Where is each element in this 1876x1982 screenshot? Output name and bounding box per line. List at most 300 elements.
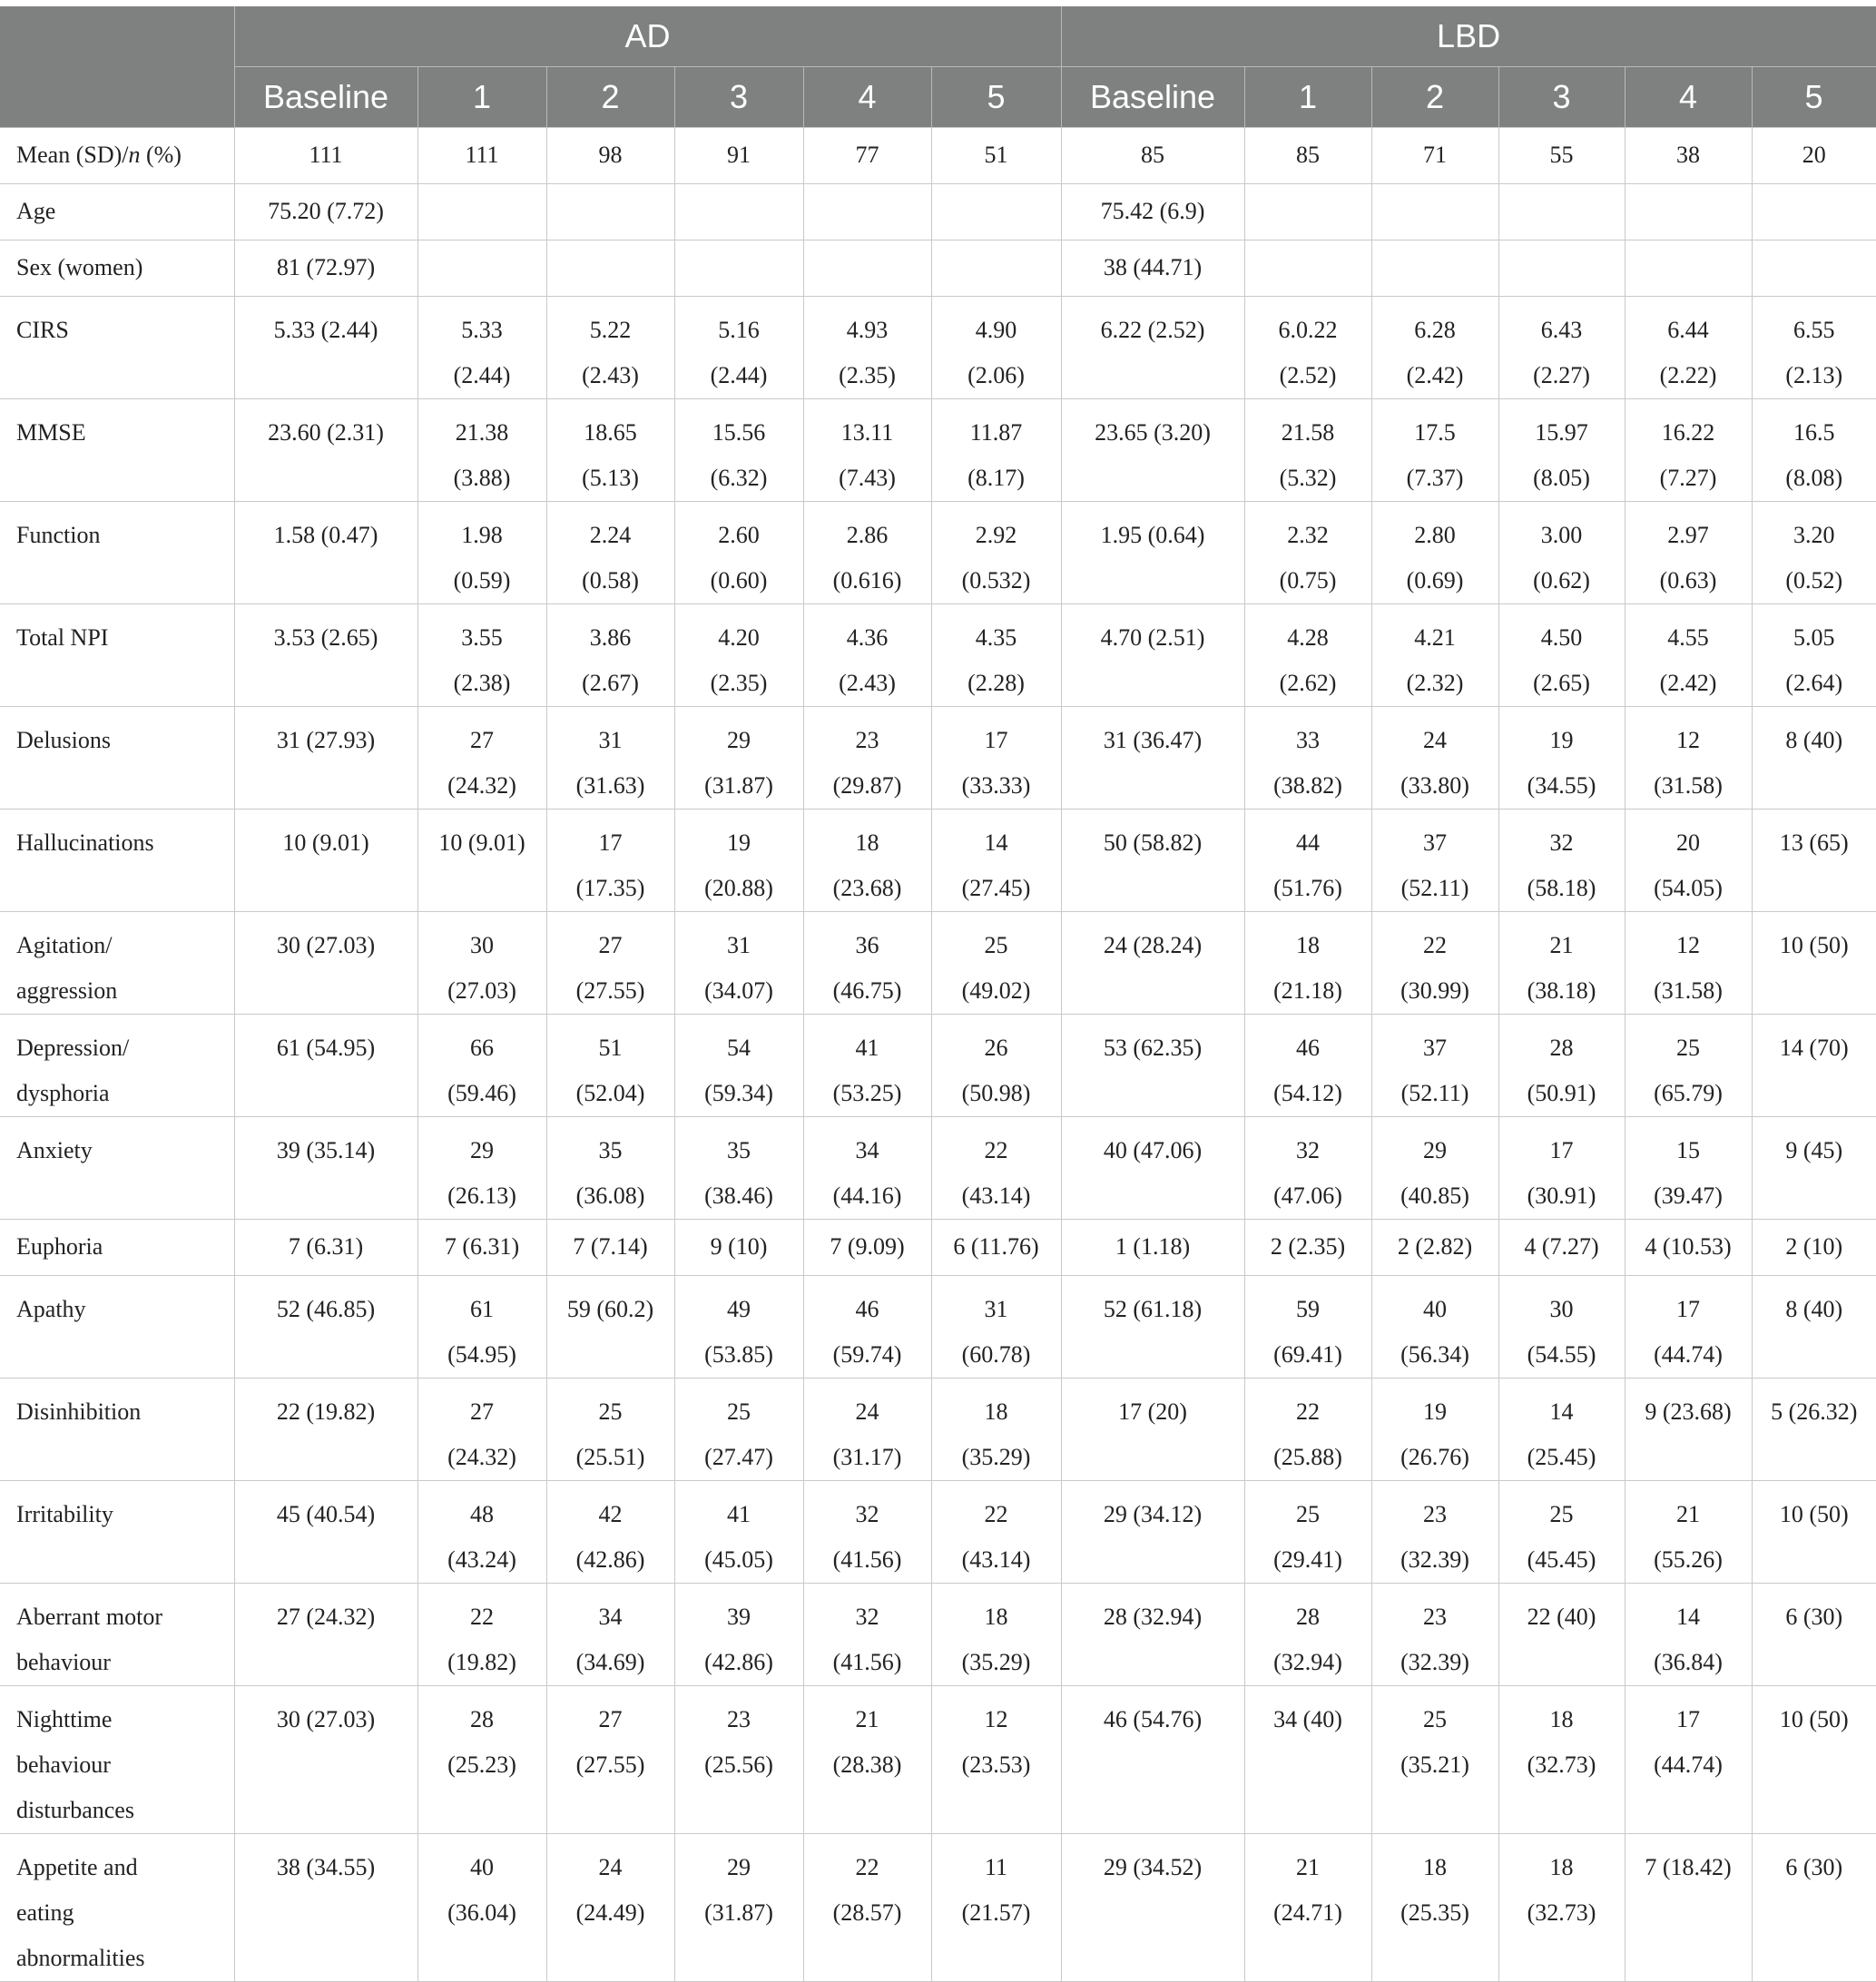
cell-value: 16.5 (8.08)	[1785, 419, 1843, 491]
table-cell	[234, 1834, 417, 1982]
cell-value: 22 (19.82)	[447, 1604, 516, 1675]
table-row	[0, 1015, 1876, 1117]
table-cell	[417, 297, 546, 399]
table-cell	[931, 128, 1061, 184]
table-cell	[417, 128, 546, 184]
cell-value: 6.44 (2.22)	[1659, 317, 1717, 388]
cell-value: 6.0.22 (2.52)	[1278, 317, 1338, 388]
cell-value: 4.28 (2.62)	[1279, 624, 1337, 696]
table-cell	[1244, 297, 1371, 399]
cell-value: 41 (53.25)	[832, 1035, 902, 1106]
table-cell	[1371, 1015, 1498, 1117]
table-cell	[931, 399, 1061, 502]
cell-value: 7 (7.14)	[573, 1233, 648, 1260]
table-row	[0, 399, 1876, 502]
cell-value: 1.58 (0.47)	[273, 522, 378, 548]
cell-value: 34 (34.69)	[575, 1604, 645, 1675]
cell-value: 10 (50)	[1779, 1706, 1849, 1732]
table-cell	[1752, 502, 1876, 604]
table-cell	[1752, 128, 1876, 184]
cell-value: 25 (29.41)	[1273, 1501, 1342, 1573]
cell-value: 31 (31.63)	[575, 727, 645, 799]
cell-value: 9 (23.68)	[1645, 1398, 1732, 1425]
table-cell	[1625, 1584, 1752, 1686]
table-cell	[234, 1686, 417, 1834]
cell-value: 2.80 (0.69)	[1406, 522, 1464, 594]
table-cell	[1498, 707, 1625, 809]
table-cell	[1498, 240, 1625, 297]
cell-value: 39 (35.14)	[276, 1137, 376, 1163]
cell-value: 2 (10)	[1785, 1233, 1843, 1260]
cell-value: 23 (25.56)	[704, 1706, 773, 1778]
cell-value: 12 (31.58)	[1654, 932, 1723, 1004]
table-cell	[1625, 809, 1752, 912]
cell-value: 32 (41.56)	[832, 1604, 902, 1675]
table-cell	[1371, 502, 1498, 604]
cell-value: 10 (9.01)	[282, 829, 369, 856]
row-label	[0, 809, 234, 912]
cell-value: 7 (18.42)	[1645, 1854, 1732, 1880]
table-row	[0, 297, 1876, 399]
table-cell	[931, 1220, 1061, 1276]
table-cell	[1498, 1379, 1625, 1481]
table-cell	[931, 240, 1061, 297]
row-label-text: Sex (women)	[16, 254, 143, 280]
table-cell	[546, 502, 674, 604]
table-cell	[1244, 502, 1371, 604]
table-cell	[417, 1834, 546, 1982]
table-cell	[931, 1686, 1061, 1834]
cell-value: 2.97 (0.63)	[1659, 522, 1717, 594]
table-cell	[1752, 399, 1876, 502]
cell-value: 4.70 (2.51)	[1100, 624, 1205, 651]
table-cell	[674, 1379, 803, 1481]
table-row	[0, 604, 1876, 707]
table-cell	[1371, 1481, 1498, 1584]
cell-value: 8 (40)	[1785, 1296, 1843, 1322]
table-row	[0, 1584, 1876, 1686]
cell-value: 29 (40.85)	[1400, 1137, 1469, 1209]
cell-value: 18 (32.73)	[1527, 1854, 1596, 1926]
table-cell	[1752, 604, 1876, 707]
cell-value: 21 (38.18)	[1527, 932, 1596, 1004]
table-cell	[1371, 1220, 1498, 1276]
cell-value: 1.98 (0.59)	[453, 522, 511, 594]
cell-value: 24 (24.49)	[575, 1854, 645, 1926]
table-cell	[234, 399, 417, 502]
cell-value: 18.65 (5.13)	[582, 419, 639, 491]
table-row	[0, 912, 1876, 1015]
table-row	[0, 809, 1876, 912]
cell-value: 23 (32.39)	[1400, 1604, 1469, 1675]
table-cell	[1244, 1015, 1371, 1117]
table-cell	[1625, 1686, 1752, 1834]
cell-value: 85	[1296, 142, 1321, 168]
table-cell	[1752, 1117, 1876, 1220]
cell-value: 5.33 (2.44)	[453, 317, 511, 388]
table-cell	[546, 128, 674, 184]
table-cell	[1061, 184, 1244, 240]
table-cell	[417, 1584, 546, 1686]
table-cell	[1625, 128, 1752, 184]
table-cell	[546, 240, 674, 297]
cell-value: 27 (24.32)	[276, 1604, 376, 1630]
column-header: Baseline	[1061, 67, 1244, 128]
table-cell	[931, 707, 1061, 809]
cell-value: 38 (34.55)	[276, 1854, 376, 1880]
cell-value: 25 (45.45)	[1527, 1501, 1596, 1573]
cell-value: 46 (54.76)	[1103, 1706, 1203, 1732]
cell-value: 6.43 (2.27)	[1533, 317, 1590, 388]
table-cell	[803, 128, 931, 184]
cell-value: 40 (47.06)	[1103, 1137, 1203, 1163]
column-header: 1	[1244, 67, 1371, 128]
cell-value: 25 (65.79)	[1654, 1035, 1723, 1106]
table-row	[0, 502, 1876, 604]
cell-value: 33 (38.82)	[1273, 727, 1342, 799]
cell-value: 4.90 (2.06)	[967, 317, 1025, 388]
cell-value: 32 (47.06)	[1273, 1137, 1342, 1209]
table-cell	[803, 707, 931, 809]
cell-value: 27 (27.55)	[575, 932, 645, 1004]
table-cell	[1061, 1015, 1244, 1117]
cell-value: 51 (52.04)	[575, 1035, 645, 1106]
row-label	[0, 1015, 234, 1117]
cell-value: 15 (39.47)	[1654, 1137, 1723, 1209]
table-cell	[1061, 297, 1244, 399]
cell-value: 46 (54.12)	[1273, 1035, 1342, 1106]
cell-value: 4.93 (2.35)	[839, 317, 896, 388]
cell-value: 9 (45)	[1785, 1137, 1843, 1163]
row-label-text: Delusions	[16, 727, 111, 753]
cell-value: 17 (20)	[1118, 1398, 1187, 1425]
table-cell	[234, 1584, 417, 1686]
cell-value: 15.56 (6.32)	[710, 419, 768, 491]
cell-value: 21 (55.26)	[1654, 1501, 1723, 1573]
cell-value: 53 (62.35)	[1103, 1035, 1203, 1061]
cell-value: 111	[309, 142, 343, 168]
cell-value: 71	[1423, 142, 1448, 168]
table-cell	[1244, 1379, 1371, 1481]
table-cell	[803, 1584, 931, 1686]
cell-value: 29 (26.13)	[447, 1137, 516, 1209]
table-cell	[1498, 297, 1625, 399]
table-cell	[803, 297, 931, 399]
row-label-text: Total NPI	[16, 624, 109, 651]
table-row	[0, 1117, 1876, 1220]
group-header-row	[0, 6, 1876, 67]
cell-value: 23 (29.87)	[832, 727, 902, 799]
cell-value: 7 (9.09)	[830, 1233, 905, 1260]
cell-value: 27 (24.32)	[447, 1398, 516, 1470]
cell-value: 6.55 (2.13)	[1785, 317, 1843, 388]
table-cell	[1371, 1686, 1498, 1834]
cell-value: 23.60 (2.31)	[268, 419, 384, 446]
cell-value: 12 (23.53)	[961, 1706, 1031, 1778]
cell-value: 81 (72.97)	[276, 254, 376, 280]
table-cell	[1625, 1220, 1752, 1276]
cell-value: 21 (24.71)	[1273, 1854, 1342, 1926]
column-header: 4	[1625, 67, 1752, 128]
table-container	[0, 6, 1876, 1982]
table-cell	[803, 1015, 931, 1117]
table-cell	[1625, 399, 1752, 502]
row-label	[0, 912, 234, 1015]
cell-value: 22 (19.82)	[276, 1398, 376, 1425]
cell-value: 41 (45.05)	[704, 1501, 773, 1573]
table-cell	[1244, 1834, 1371, 1982]
column-header: 3	[674, 67, 803, 128]
table-cell	[1625, 1379, 1752, 1481]
table-cell	[546, 1220, 674, 1276]
table-header	[0, 6, 1876, 128]
cell-value: 29 (34.52)	[1103, 1854, 1203, 1880]
table-cell	[674, 809, 803, 912]
corner-header-cell	[0, 6, 234, 128]
column-header: 5	[931, 67, 1061, 128]
table-cell	[546, 912, 674, 1015]
table-cell	[1625, 240, 1752, 297]
cell-value: 20	[1802, 142, 1826, 168]
table-cell	[417, 1276, 546, 1379]
row-label	[0, 1117, 234, 1220]
cell-value: 31 (60.78)	[961, 1296, 1031, 1368]
table-cell	[674, 240, 803, 297]
table-cell	[674, 1834, 803, 1982]
cell-value: 2.92 (0.532)	[961, 522, 1031, 594]
cell-value: 5.22 (2.43)	[582, 317, 639, 388]
cell-value: 20 (54.05)	[1654, 829, 1723, 901]
table-cell	[417, 184, 546, 240]
table-cell	[234, 1220, 417, 1276]
cell-value: 4.36 (2.43)	[839, 624, 896, 696]
table-cell	[1061, 707, 1244, 809]
table-cell	[546, 399, 674, 502]
table-row	[0, 1481, 1876, 1584]
table-row	[0, 128, 1876, 184]
row-label-text: Age	[16, 198, 56, 224]
cell-value: 28 (25.23)	[447, 1706, 516, 1778]
cell-value: 42 (42.86)	[575, 1501, 645, 1573]
column-header: 2	[546, 67, 674, 128]
column-header: Baseline	[234, 67, 417, 128]
table-cell	[417, 1481, 546, 1584]
table-cell	[1625, 297, 1752, 399]
cell-value: 85	[1141, 142, 1165, 168]
cell-value: 52 (46.85)	[276, 1296, 376, 1322]
cell-value: 22 (30.99)	[1400, 932, 1469, 1004]
cell-value: 14 (27.45)	[961, 829, 1031, 901]
cell-value: 49 (53.85)	[704, 1296, 773, 1368]
table-cell	[417, 1686, 546, 1834]
table-cell	[931, 502, 1061, 604]
cell-value: 23.65 (3.20)	[1095, 419, 1211, 446]
table-cell	[1244, 240, 1371, 297]
table-cell	[931, 1117, 1061, 1220]
table-row	[0, 240, 1876, 297]
table-cell	[1498, 1276, 1625, 1379]
table-row	[0, 707, 1876, 809]
cell-value: 18 (21.18)	[1273, 932, 1342, 1004]
table-cell	[1244, 128, 1371, 184]
cell-value: 18 (32.73)	[1527, 1706, 1596, 1778]
cell-value: 4.20 (2.35)	[710, 624, 768, 696]
table-cell	[546, 809, 674, 912]
row-label-text: Function	[16, 522, 101, 548]
cell-value: 6 (11.76)	[953, 1233, 1039, 1260]
table-cell	[417, 912, 546, 1015]
table-cell	[234, 502, 417, 604]
cell-value: 2.32 (0.75)	[1279, 522, 1337, 594]
cell-value: 6 (30)	[1785, 1854, 1843, 1880]
column-header-row	[0, 67, 1876, 128]
table-cell	[234, 809, 417, 912]
cell-value: 40 (36.04)	[447, 1854, 516, 1926]
table-cell	[931, 1015, 1061, 1117]
table-cell	[931, 1379, 1061, 1481]
table-cell	[546, 184, 674, 240]
table-row	[0, 1686, 1876, 1834]
cell-value: 6.28 (2.42)	[1406, 317, 1464, 388]
cell-value: 17 (17.35)	[575, 829, 645, 901]
table-cell	[674, 1686, 803, 1834]
table-cell	[1752, 1834, 1876, 1982]
table-cell	[1752, 1686, 1876, 1834]
table-row	[0, 1834, 1876, 1982]
row-label	[0, 240, 234, 297]
cell-value: 25 (27.47)	[704, 1398, 773, 1470]
table-cell	[1244, 1686, 1371, 1834]
cell-value: 8 (40)	[1785, 727, 1843, 753]
cell-value: 59 (69.41)	[1273, 1296, 1342, 1368]
table-cell	[417, 399, 546, 502]
cell-value: 32 (58.18)	[1527, 829, 1596, 901]
cell-value: 18 (23.68)	[832, 829, 902, 901]
cell-value: 37 (52.11)	[1400, 829, 1469, 901]
table-cell	[546, 1686, 674, 1834]
row-label	[0, 502, 234, 604]
table-cell	[803, 1117, 931, 1220]
table-cell	[1498, 1834, 1625, 1982]
cell-value: 21.58 (5.32)	[1279, 419, 1337, 491]
table-cell	[546, 1379, 674, 1481]
cell-value: 4.55 (2.42)	[1659, 624, 1717, 696]
table-cell	[1498, 399, 1625, 502]
table-cell	[1061, 809, 1244, 912]
cell-value: 35 (38.46)	[704, 1137, 773, 1209]
table-cell	[1061, 1117, 1244, 1220]
table-cell	[1371, 1834, 1498, 1982]
cell-value: 2 (2.82)	[1397, 1233, 1473, 1260]
table-cell	[1244, 707, 1371, 809]
cell-value: 111	[465, 142, 499, 168]
table-cell	[1061, 1220, 1244, 1276]
table-cell	[803, 1276, 931, 1379]
cell-value: 3.00 (0.62)	[1533, 522, 1590, 594]
table-cell	[931, 1276, 1061, 1379]
cell-value: 22 (43.14)	[961, 1137, 1031, 1209]
cell-value: 31 (34.07)	[704, 932, 773, 1004]
cell-value: 11.87 (8.17)	[967, 419, 1025, 491]
table-cell	[674, 399, 803, 502]
table-cell	[1498, 502, 1625, 604]
cell-value: 38	[1676, 142, 1701, 168]
row-label	[0, 1379, 234, 1481]
cell-value: 28 (50.91)	[1527, 1035, 1596, 1106]
table-cell	[1244, 1481, 1371, 1584]
table-cell	[1371, 912, 1498, 1015]
row-label-italic: n	[128, 142, 141, 168]
table-cell	[1625, 1117, 1752, 1220]
table-cell	[674, 707, 803, 809]
cell-value: 22 (40)	[1527, 1604, 1596, 1630]
table-cell	[1244, 1584, 1371, 1686]
cell-value: 24 (33.80)	[1400, 727, 1469, 799]
row-label	[0, 1220, 234, 1276]
row-label	[0, 297, 234, 399]
column-header: 4	[803, 67, 931, 128]
table-cell	[931, 809, 1061, 912]
table-cell	[674, 604, 803, 707]
cell-value: 7 (6.31)	[288, 1233, 364, 1260]
cell-value: 18 (35.29)	[961, 1604, 1031, 1675]
row-label-text: Appetite and eating abnormalities	[16, 1854, 145, 1971]
table-cell	[674, 184, 803, 240]
table-cell	[803, 1834, 931, 1982]
cell-value: 29 (31.87)	[704, 727, 773, 799]
table-body	[0, 128, 1876, 1982]
table-cell	[417, 809, 546, 912]
cell-value: 10 (50)	[1779, 1501, 1849, 1527]
table-cell	[417, 1379, 546, 1481]
cell-value: 36 (46.75)	[832, 932, 902, 1004]
cell-value: 28 (32.94)	[1273, 1604, 1342, 1675]
cell-value: 39 (42.86)	[704, 1604, 773, 1675]
table-cell	[1625, 912, 1752, 1015]
table-cell	[1061, 399, 1244, 502]
cell-value: 40 (56.34)	[1400, 1296, 1469, 1368]
table-cell	[674, 502, 803, 604]
cell-value: 5.33 (2.44)	[273, 317, 378, 343]
cell-value: 25 (25.51)	[575, 1398, 645, 1470]
table-cell	[1498, 1117, 1625, 1220]
table-cell	[931, 297, 1061, 399]
cell-value: 17 (30.91)	[1527, 1137, 1596, 1209]
table-cell	[417, 502, 546, 604]
table-cell	[1371, 240, 1498, 297]
cell-value: 19 (26.76)	[1400, 1398, 1469, 1470]
table-cell	[674, 1015, 803, 1117]
table-cell	[1625, 1015, 1752, 1117]
table-cell	[931, 912, 1061, 1015]
table-cell	[417, 1220, 546, 1276]
cell-value: 29 (31.87)	[704, 1854, 773, 1926]
table-cell	[1061, 1584, 1244, 1686]
cell-value: 13.11 (7.43)	[839, 419, 896, 491]
cell-value: 24 (28.24)	[1103, 932, 1203, 958]
table-cell	[234, 128, 417, 184]
cell-value: 2.86 (0.616)	[832, 522, 902, 594]
table-cell	[234, 1117, 417, 1220]
table-cell	[674, 1220, 803, 1276]
table-cell	[1061, 1379, 1244, 1481]
row-label-text: Hallucinations	[16, 829, 154, 856]
table-cell	[1061, 1276, 1244, 1379]
cell-value: 9 (10)	[710, 1233, 768, 1260]
table-cell	[1498, 184, 1625, 240]
table-cell	[1244, 604, 1371, 707]
cell-value: 25 (49.02)	[961, 932, 1031, 1004]
